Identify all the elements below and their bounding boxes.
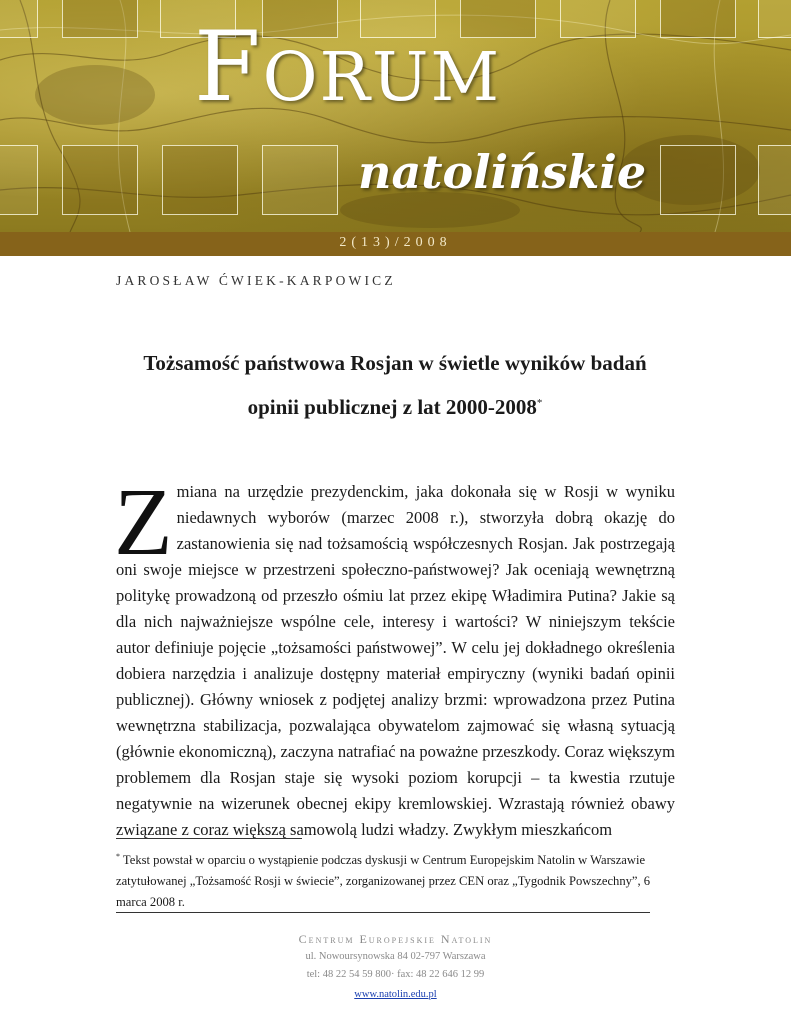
footnote-text: Tekst powstał w oparciu o wystąpienie podczas dyskusji w Centrum Europejskim Natolin w Warszawie zatytułowanej „Tożsamość Rosji w świecie”, zorganizowanej przez CEN oraz „Tygodnik Powszechny”, 6 marca 2008 r. <box>116 853 651 910</box>
map-tile <box>62 0 138 38</box>
drop-cap: Z <box>114 468 173 575</box>
footer-address: ul. Nowoursynowska 84 02-797 Warszawa <box>305 951 486 962</box>
map-tile <box>758 145 791 215</box>
article-title-line1: Tożsamość państwowa Rosjan w świetle wyników badań <box>143 351 647 375</box>
header-banner <box>0 0 791 232</box>
footnote-divider <box>116 838 302 839</box>
page-bottom-divider <box>116 912 650 913</box>
map-tile <box>62 145 138 215</box>
masthead-title: Forum <box>194 11 502 123</box>
map-tile <box>0 0 38 38</box>
footer-contact: tel: 48 22 54 59 800· fax: 48 22 646 12 99 <box>306 969 485 980</box>
map-tile <box>660 145 736 215</box>
article-text: miana na urzędzie prezydenckim, jaka dokonała się w Rosji w wyniku niedawnych wyborów (marzec 2008 r.), stworzyła dobrą okazję do zastanowienia się nad tożsamością współczesnych Rosjan. Jak postrzegają oni swoje miejsce w przestrzeni społeczno-państwowej? Jak oceniają wewnętrzną politykę prowadzoną od przeszło ośmiu lat przez ekipę Władimira Putina? Jakie są dla nich najważniejsze wspólne cele, interesy i wartości? W niniejszym tekście autor definiuje pojęcie „tożsamości państwowej”. W celu jej dokładnego określenia dobiera narzędzia i analizuje dostępny materiał empiryczny (wyniki badań opinii publicznej). Główny wniosek z podjętej analizy brzmi: wprowadzona przez Putina wewnętrzna stabilizacja, pozwalająca obywatelom zajmować się własną sytuacją (głównie ekonomiczną), zaczyna natrafiać na poważne przeszkody. Coraz większym problemem dla Rosjan staje się wysoki poziom korupcji – ta kwestia rzutuje negatywnie na wizerunek obecnej ekipy kremlowskiej. Wzrastają również obawy związane z coraz większą samowolą ludzi władzy. Zwykłym mieszkańcom <box>116 482 675 839</box>
map-tile <box>758 0 791 38</box>
article-title <box>100 343 690 427</box>
page-footer <box>0 930 791 1004</box>
masthead-subtitle: natolińskie <box>358 145 647 199</box>
footer-website-link[interactable]: www.natolin.edu.pl <box>354 989 437 1000</box>
issue-bar <box>0 232 791 256</box>
issue-number: 2(13)/2008 <box>339 235 452 250</box>
map-tile <box>162 145 238 215</box>
footnote <box>116 846 676 913</box>
footer-organization: Centrum Europejskie Natolin <box>298 932 493 946</box>
footnote-mark: * <box>116 852 120 861</box>
map-tile <box>262 145 338 215</box>
map-tile <box>0 145 38 215</box>
map-tile <box>560 0 636 38</box>
article-title-line2: opinii publicznej z lat 2000-2008 <box>247 395 537 419</box>
map-tile <box>660 0 736 38</box>
title-footnote-mark[interactable]: * <box>536 397 543 409</box>
author-name: JAROSŁAW ĆWIEK-KARPOWICZ <box>116 273 396 288</box>
article-body <box>114 468 675 843</box>
